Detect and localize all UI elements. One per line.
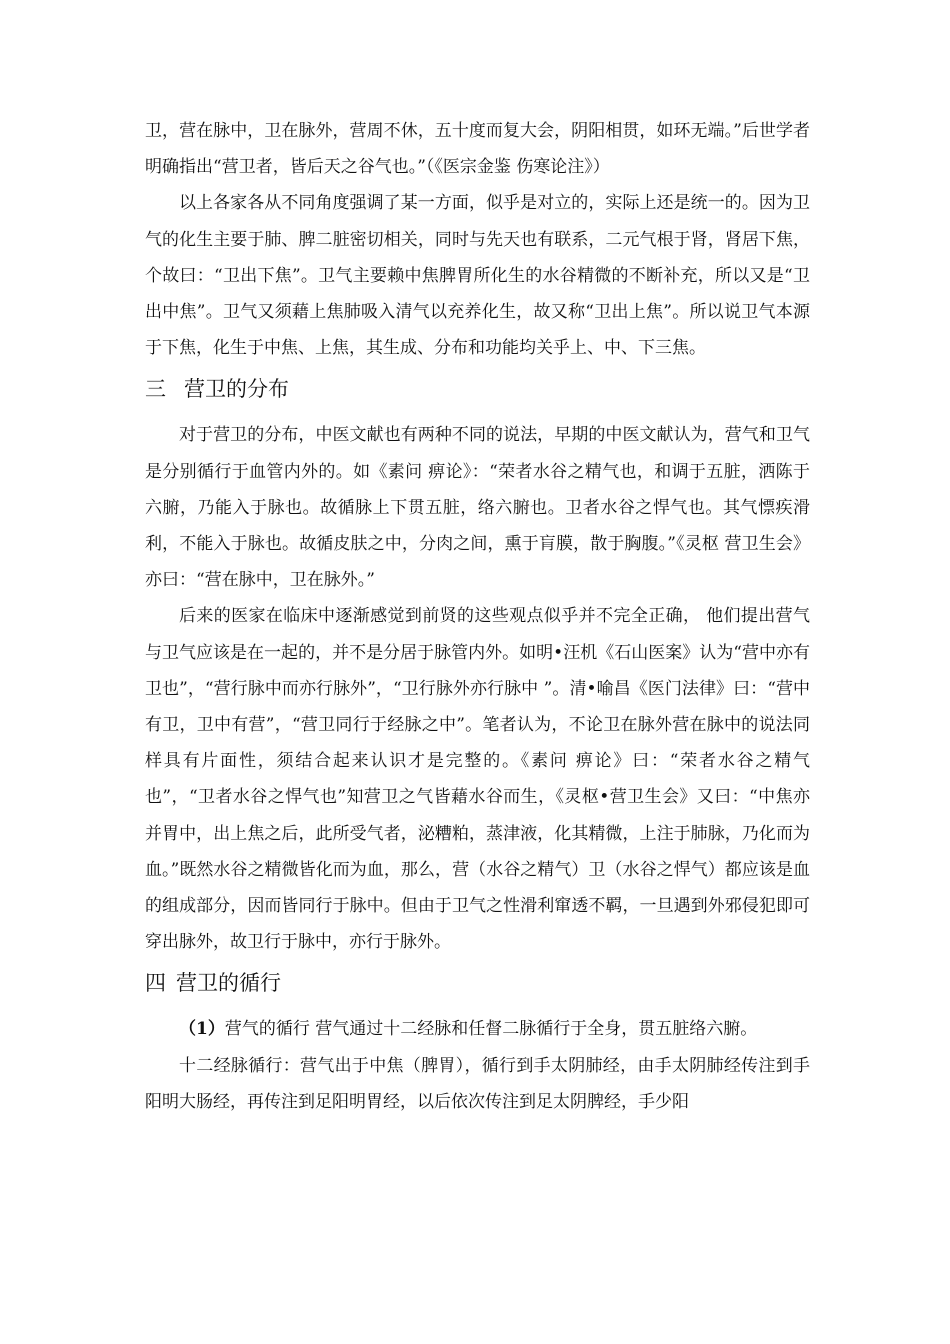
section-heading-3 [145,369,810,409]
section-heading-4 [145,963,810,1003]
paragraph-twelve-meridians: 十二经脉循行：营气出于中焦（脾胃），循行到手太阴肺经，由手太阴肺经传注到手阳明大肠经，再传注到足阳明胃经，以后依次传注到足太阴脾经，手少阳 [145,1055,810,1112]
section-number: 四 [145,971,166,996]
item-number: （1） [179,1019,225,1040]
paragraph-ying-qi-circulation [145,1011,810,1047]
section-number: 三 [145,377,166,402]
paragraph-later-physicians: 后来的医家在临床中逐渐感觉到前贤的这些观点似乎并不完全正确， 他们提出营气与卫气应该是在一起的，并不是分居于脉管内外。如明•汪机《石山医案》认为“营中亦有卫也”，“营行脉中而亦行脉外”，“卫行脉外亦行脉中 ”。清•喻昌《医门法律》曰：“营中有卫，卫中有营”，“营卫同行于经脉之中”。笔者认为，不论卫在脉外营在脉中的说法同样具有片面性，须结合起来认识才是完整的。《素问 痹论》曰：“荣者水谷之精气也”，“卫者水谷之悍气也”知营卫之气皆藉水谷而生，《灵枢•营卫生会》又曰：“中焦亦并胃中，出上焦之后，此所受气者，泌糟粕，蒸津液，化其精微，上注于肺脉，乃化而为血。”既然水谷之精微皆化而为血，那么，营（水谷之精气）卫（水谷之悍气）都应该是血的组成部分，因而皆同行于脉中。但由于卫气之性滑利窜透不羁，一旦遇到外邪侵犯即可穿出脉外，故卫行于脉中，亦行于脉外。 [145,606,810,953]
document-body [145,113,810,1120]
paragraph-summary: 以上各家各从不同角度强调了某一方面，似乎是对立的，实际上还是统一的。因为卫气的化生主要于肺、脾二脏密切相关，同时与先天也有联系，二元气根于肾，肾居下焦，个故曰：“卫出下焦”。卫气主要赖中焦脾胃所化生的水谷精微的不断补充，所以又是“卫出中焦”。卫气又须藉上焦肺吸入清气以充养化生，故又称“卫出上焦”。所以说卫气本源于下焦，化生于中焦、上焦，其生成、分布和功能均关乎上、中、下三焦。 [145,193,810,359]
paragraph-continuation: 卫，营在脉中，卫在脉外，营周不休，五十度而复大会，阴阳相贯，如环无端。”后世学者明确指出“营卫者，皆后天之谷气也。”（《医宗金鉴 伤寒论注》） [145,121,810,178]
section-title: 营卫的分布 [184,377,289,402]
section-title: 营卫的循行 [176,971,281,996]
item-text: 营气的循行 营气通过十二经脉和任督二脉循行于全身，贯五脏络六腑。 [224,1019,758,1040]
paragraph-distribution: 对于营卫的分布，中医文献也有两种不同的说法，早期的中医文献认为，营气和卫气是分别循行于血管内外的。如《素问 痹论》：“荣者水谷之精气也，和调于五脏，洒陈于六腑，乃能入于脉也。故循脉上下贯五脏，络六腑也。卫者水谷之悍气也。其气慓疾滑利，不能入于脉也。故循皮肤之中，分肉之间，熏于肓膜，散于胸腹。”《灵枢 营卫生会》亦曰：“营在脉中，卫在脉外。” [145,425,810,591]
